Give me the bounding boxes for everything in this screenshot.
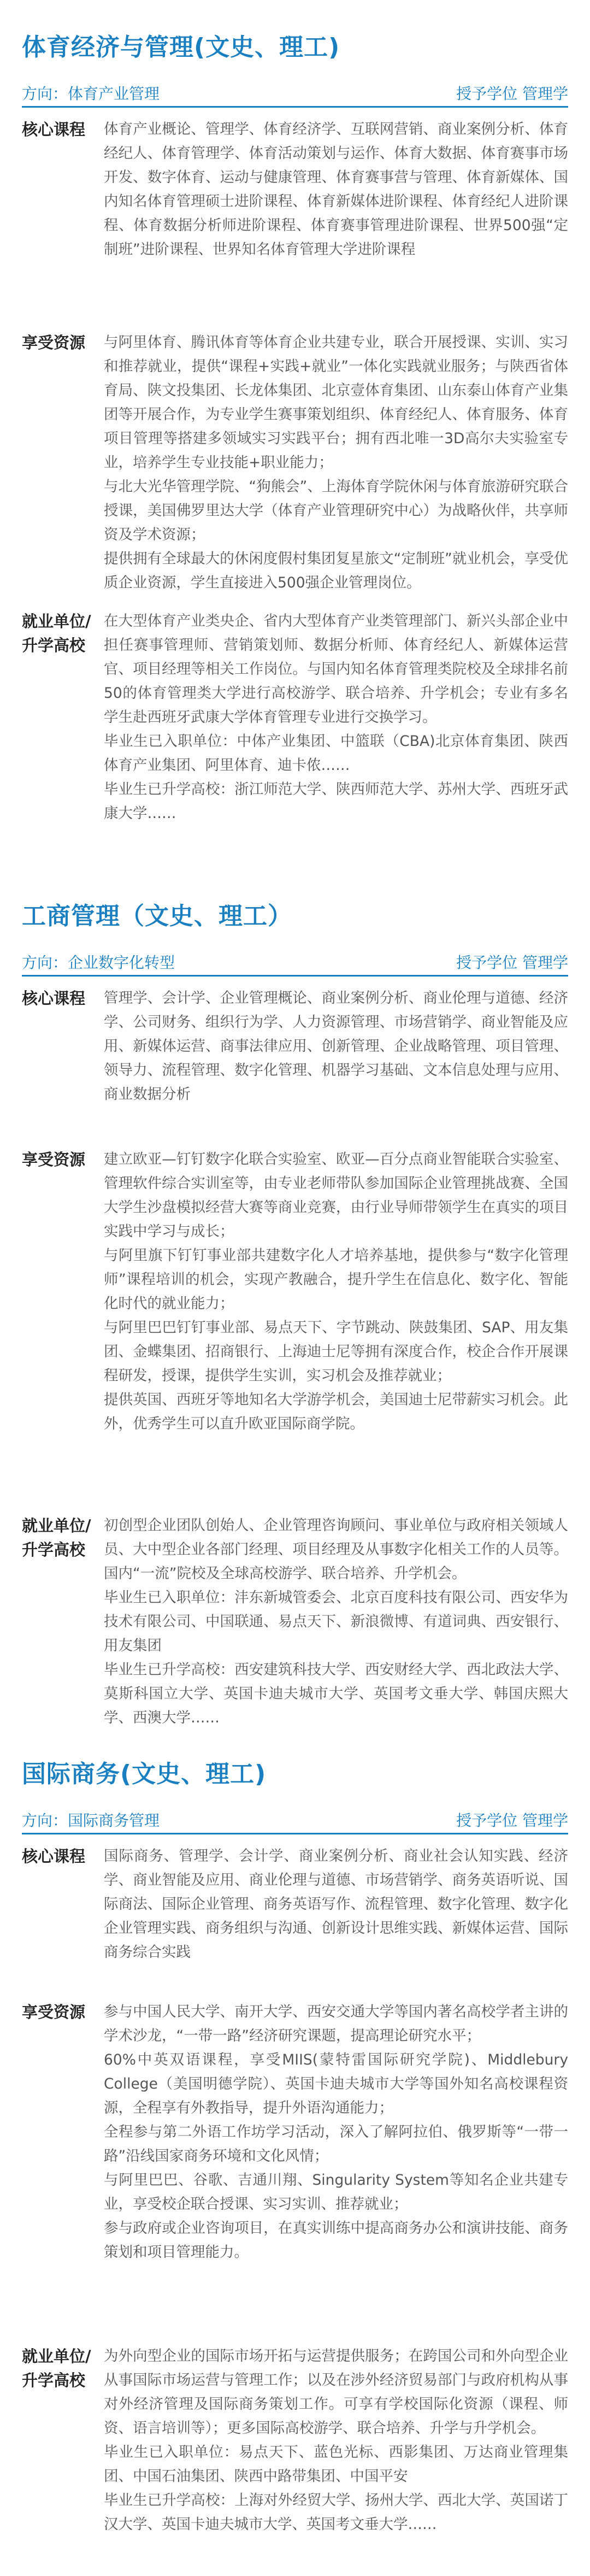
section-label-line: 就业单位/: [22, 2347, 91, 2366]
section-paragraph: 参与中国人民大学、南开大学、西安交通大学等国内著名高校学者主讲的学术沙龙，“一带一路”经济研究课题，提高理论研究水平；: [104, 2003, 568, 2044]
section-core-courses: [22, 986, 568, 1134]
section-label: [22, 986, 104, 1010]
section-body: [104, 1148, 568, 1436]
section-paragraph: 为外向型企业的国际市场开拓与运营提供服务；在跨国公司和外向型企业从事国际市场运营与管理工作；以及在涉外经济贸易部门与政府机构从事对外经济管理及国际商务策划工作。可享有学校国际化资源（课程、师资、语言培训等）；更多国际高校游学、联合培养、升学与升学机会。: [104, 2348, 568, 2437]
section-paragraph: 全程参与第二外语工作坊学习活动，深入了解阿拉伯、俄罗斯等“一带一路”沿线国家商务环境和文化风情；: [104, 2124, 568, 2165]
program-business-administration: [22, 896, 568, 1726]
section-label-line: 就业单位/: [22, 612, 91, 631]
section-body: [104, 1844, 568, 1965]
section-label: [22, 1514, 104, 1562]
section-employment: [22, 609, 568, 844]
section-paragraph: 60%中英双语课程，享受MIIS(蒙特雷国际研究学院)、Middlebury College（美国明德学院）、英国卡迪夫城市大学等国外知名高校课程资源，全程享有外教指导，提升外语沟通能力；: [104, 2051, 568, 2116]
section-label: [22, 609, 104, 657]
section-paragraph: 与阿里体育、腾讯体育等体育企业共建专业，联合开展授课、实训、实习和推荐就业，提供“课程+实践+就业”一体化实践就业服务；与陕西省体育局、陕文投集团、长龙体集团、北京壹体育集团、山东泰山体育产业集团等开展合作，为专业学生赛事策划组织、体育经纪人、体育服务、体育项目管理等搭建多领域实习实践平台；拥有西北唯一3D高尔夫实验室专业，培养学生专业技能+职业能力；: [104, 334, 568, 471]
section-label-line: 升学高校: [22, 2371, 86, 2390]
program-sports-economics: [22, 27, 568, 822]
section-paragraph: 与阿里巴巴钉钉事业部、易点天下、字节跳动、陕鼓集团、SAP、用友集团、金蝶集团、招商银行、上海迪士尼等拥有深度合作，校企合作开展课程研发，授课，提供学生实训，实习机会及推荐就业；: [104, 1319, 568, 1384]
section-body: [104, 331, 568, 595]
section-resources: [22, 1148, 568, 1503]
section-paragraph: 参与政府或企业咨询项目，在真实训练中提高商务办公和演讲技能、商务策划和项目管理能力。: [104, 2220, 568, 2261]
section-core-courses: [22, 117, 568, 314]
section-paragraph: 建立欧亚—钉钉数字化联合实验室、欧亚—百分点商业智能联合实验室、管理软件综合实训室等，由专业老师带队参加国际企业管理挑战赛、全国大学生沙盘模拟经营大赛等商业竞赛，由行业导师带领学生在真实的项目实践中学习与成长；: [104, 1151, 568, 1240]
section-label: [22, 117, 104, 142]
section-label-line: 升学高校: [22, 1540, 86, 1559]
direction-bar: [22, 1804, 568, 1834]
section-paragraph: 毕业生已升学高校：浙江师范大学、陕西师范大学、苏州大学、西班牙武康大学……: [104, 781, 568, 822]
section-paragraph: 提供英国、西班牙等地知名大学游学机会，美国迪士尼带薪实习机会。此外，优秀学生可以直升欧亚国际商学院。: [104, 1391, 568, 1432]
section-employment: [22, 1514, 568, 1765]
section-label-line: 核心课程: [22, 1847, 86, 1866]
section-label: [22, 2344, 104, 2392]
section-paragraph: 与阿里巴巴、谷歌、吉通川翔、Singularity System等知名企业共建专业，享受校企联合授课、实习实训、推荐就业；: [104, 2172, 568, 2213]
degree-label: 授予学位 管理学: [456, 85, 568, 103]
section-paragraph: 在大型体育产业类央企、省内大型体育产业类管理部门、新兴头部企业中担任赛事管理师、营销策划师、数据分析师、体育经纪人、新媒体运营官、项目经理等相关工作岗位。与国内知名体育管理类院校及全球排名前50的体育管理类大学进行高校游学、联合培养、升学机会；专业有多名学生赴西班牙武康大学体育管理专业进行交换学习。: [104, 613, 568, 726]
section-resources: [22, 331, 568, 593]
section-label: [22, 2000, 104, 2024]
section-body: [104, 986, 568, 1107]
section-paragraph: 与阿里旗下钉钉事业部共建数字化人才培养基地，提供参与“数字化管理师”课程培训的机会，实现产教融合，提升学生在信息化、数字化、智能化时代的就业能力；: [104, 1247, 568, 1312]
section-label-line: 就业单位/: [22, 1516, 91, 1535]
section-paragraph: 国际商务、管理学、会计学、商业案例分析、商业社会认知实践、经济学、商业智能及应用、商业伦理与道德、市场营销学、商务英语听说、国际商法、国际企业管理、商务英语写作、流程管理、数字化管理、数字化企业管理实践、商务组织与沟通、创新设计思维实践、新媒体运营、国际商务综合实践: [104, 1848, 568, 1961]
section-paragraph: 毕业生已升学高校：西安建筑科技大学、西安财经大学、西北政法大学、莫斯科国立大学、英国卡迪夫城市大学、英国考文垂大学、韩国庆熙大学、西澳大学……: [104, 1661, 568, 1726]
direction-bar: [22, 946, 568, 977]
degree-label: 授予学位 管理学: [456, 954, 568, 972]
direction-label: 方向：体育产业管理: [22, 85, 160, 103]
section-label-line: 享受资源: [22, 1150, 86, 1169]
program-title: 工商管理（文史、理工）: [22, 902, 292, 930]
section-body: [104, 609, 568, 826]
section-resources: [22, 2000, 568, 2339]
section-core-courses: [22, 1844, 568, 1992]
section-label-line: 核心课程: [22, 120, 86, 139]
section-paragraph: 管理学、会计学、企业管理概论、商业案例分析、商业伦理与道德、经济学、公司财务、组织行为学、人力资源管理、市场营销学、商业智能及应用、新媒体运营、商事法律应用、创新管理、企业战略管理、项目管理、领导力、流程管理、数字化管理、机器学习基础、文本信息处理与应用、商业数据分析: [104, 990, 568, 1103]
program-title: 国际商务(文史、理工): [22, 1760, 267, 1788]
direction-bar: [22, 78, 568, 108]
direction-label: 方向：企业数字化转型: [22, 954, 175, 972]
section-label: [22, 1148, 104, 1172]
section-label-line: 核心课程: [22, 989, 86, 1008]
section-label: [22, 331, 104, 355]
section-body: [104, 1514, 568, 1730]
section-label-line: 享受资源: [22, 333, 86, 352]
program-international-business: [22, 1754, 568, 2563]
section-paragraph: 毕业生已入职单位：沣东新城管委会、北京百度科技有限公司、西安华为技术有限公司、中国联通、易点天下、新浪微博、有道词典、西安银行、用友集团: [104, 1589, 568, 1654]
section-paragraph: 毕业生已入职单位：中体产业集团、中篮联（CBA)北京体育集团、陕西体育产业集团、阿里体育、迪卡侬……: [104, 733, 568, 774]
section-label-line: 升学高校: [22, 636, 86, 655]
section-label-line: 享受资源: [22, 2003, 86, 2021]
section-paragraph: 提供拥有全球最大的休闲度假村集团复星旅文“定制班”就业机会，享受优质企业资源，学生直接进入500强企业管理岗位。: [104, 550, 568, 591]
section-paragraph: 体育产业概论、管理学、体育经济学、互联网营销、商业案例分析、体育经纪人、体育管理学、体育活动策划与运作、体育大数据、体育赛事市场开发、数字体育、运动与健康管理、体育赛事营与管理、体育新媒体、国内知名体育管理硕士进阶课程、体育新媒体进阶课程、体育经纪人进阶课程、体育数据分析师进阶课程、体育赛事管理进阶课程、世界500强“定制班”进阶课程、世界知名体育管理大学进阶课程: [104, 121, 568, 258]
program-title: 体育经济与管理(文史、理工): [22, 33, 340, 61]
section-body: [104, 117, 568, 262]
section-paragraph: 毕业生已入职单位：易点天下、蓝色光标、西影集团、万达商业管理集团、中国石油集团、陕西中路带集团、中国平安: [104, 2444, 568, 2485]
direction-label: 方向：国际商务管理: [22, 1812, 160, 1830]
section-paragraph: 毕业生已升学高校：上海对外经贸大学、扬州大学、西北大学、英国诺丁汉大学、英国卡迪夫城市大学、英国考文垂大学……: [104, 2492, 568, 2533]
section-body: [104, 2000, 568, 2265]
section-label: [22, 1844, 104, 1868]
section-paragraph: 初创型企业团队创始人、企业管理咨询顾问、事业单位与政府相关领域人员、大中型企业各部门经理、项目经理及从事数字化相关工作的人员等。国内“一流”院校及全球高校游学、联合培养、升学机会。: [104, 1517, 568, 1582]
section-employment: [22, 2344, 568, 2563]
degree-label: 授予学位 管理学: [456, 1812, 568, 1830]
section-body: [104, 2344, 568, 2537]
section-paragraph: 与北大光华管理学院、“狗熊会”、上海体育学院休闲与体育旅游研究联合授课，美国佛罗里达大学（体育产业管理研究中心）为战略伙伴，共享师资及学术资源；: [104, 478, 568, 543]
